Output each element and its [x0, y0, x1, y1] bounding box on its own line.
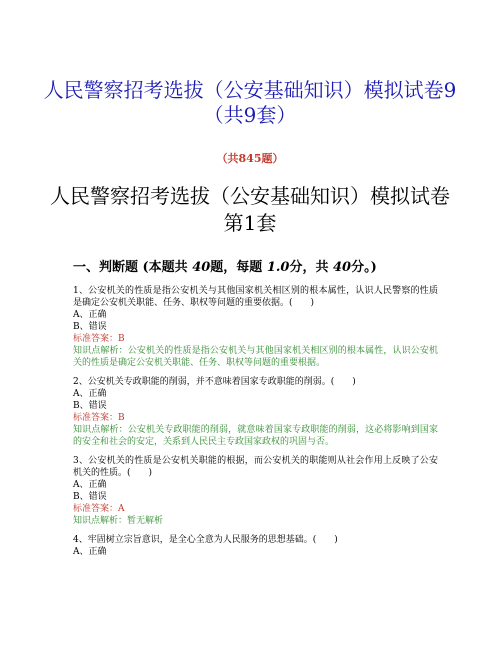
standard-answer: 标准答案：B: [73, 334, 125, 344]
question-list: [73, 285, 438, 565]
section-question-count: 40: [192, 260, 211, 275]
standard-answer: 标准答案：A: [73, 504, 125, 514]
option-a: A、正确: [73, 547, 107, 557]
answer-analysis: 知识点解析：公安机关专政职能的削弱，就意味着国家专政职能的削弱，这必将影响到国家的安全和社会的安定，关系到人民民主专政国家政权的巩固与否。: [73, 425, 438, 447]
question-text: 1、公安机关的性质是指公安机关与其他国家机关相区别的根本属性，认识人民警察的性质是确定公安机关职能、任务、职权等问题的重要依据。( ): [73, 286, 438, 308]
section-score-total: 40: [332, 260, 352, 275]
section-prefix: 一、判断题 (本题共: [73, 260, 193, 275]
option-b: B、错误: [73, 401, 107, 411]
option-a: A、正确: [73, 310, 107, 320]
paper-title: 人民警察招考选拔（公安基础知识）模拟试卷 第1套: [50, 184, 450, 235]
answer-analysis: 知识点解析：暂无解析: [73, 516, 164, 526]
question-item: [73, 376, 438, 448]
answer-analysis: 知识点解析：公安机关的性质是指公安机关与其他国家机关相区别的根本属性，认识公安机关的性质是确定公安机关职能、任务、职权等问题的重要根据。: [73, 346, 438, 368]
question-item: [73, 455, 438, 527]
option-b: B、错误: [73, 492, 107, 502]
total-question-count: （共845题）: [216, 152, 284, 165]
question-text: 4、牢固树立宗旨意识，是全心全意为人民服务的思想基础。( ): [73, 535, 338, 545]
section-suffix: 分。): [351, 260, 377, 275]
question-item: [73, 534, 438, 558]
option-a: A、正确: [73, 480, 107, 490]
question-item: [73, 285, 438, 369]
question-text: 3、公安机关的性质是公安机关职能的根据，而公安机关的职能则从社会作用上反映了公安机关的性质。( ): [73, 456, 438, 478]
option-a: A、正确: [73, 389, 107, 399]
section-score-each: 1.0: [266, 260, 290, 275]
standard-answer: 标准答案：B: [73, 413, 125, 423]
question-text: 2、公安机关专政职能的削弱，并不意味着国家专政职能的削弱。( ): [73, 377, 356, 387]
section-heading: [73, 256, 473, 275]
option-b: B、错误: [73, 322, 107, 332]
section-mid1: 题，每题: [210, 260, 267, 275]
section-mid2: 分，共: [289, 260, 333, 275]
document-title: 人民警察招考选拔（公安基础知识）模拟试卷9（共9套）: [43, 78, 457, 127]
